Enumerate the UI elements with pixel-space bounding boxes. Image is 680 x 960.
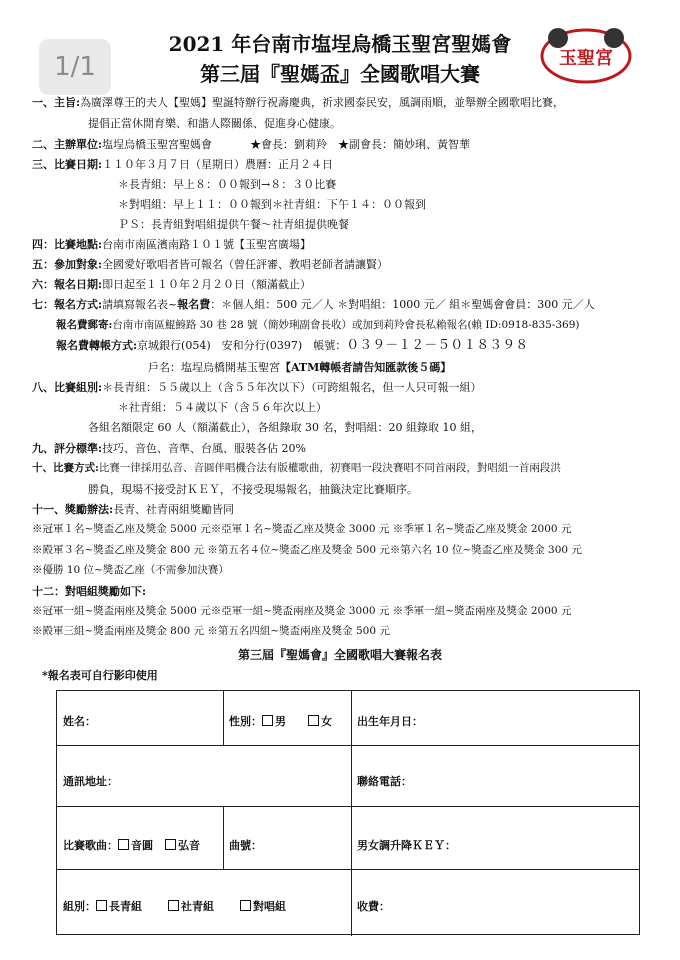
section-10 bbox=[32, 461, 561, 476]
section-7-fee-label: 報名費 bbox=[177, 298, 211, 311]
section-4-text: 台南市南區濱南路１０１號【玉聖宮廣場】 bbox=[102, 238, 312, 251]
section-11-row2: ※殿軍３名~獎盃乙座及獎金 800 元 ※第五名４位~獎盃乙座及獎金 500 元※第六名 10 位~獎盃乙座及獎金 300 元 bbox=[32, 544, 582, 556]
section-3-text4: ＰＳ：長青組對唱組提供午餐～社青組提供晚餐 bbox=[118, 218, 349, 231]
section-7-holder: 戶名：塩埕烏橋開基玉聖宮 bbox=[148, 361, 280, 374]
section-7-bank-label: 報名費轉帳方式: bbox=[56, 339, 138, 352]
section-11-text: 長青、社青兩組獎勵皆同 bbox=[113, 503, 235, 516]
address-field[interactable]: 通訊地址： bbox=[63, 775, 118, 788]
birthdate-field[interactable]: 出生年月日： bbox=[357, 715, 423, 728]
section-7-bank-text: 京城銀行(054) 安和分行(0397) 帳號： bbox=[137, 339, 347, 352]
section-7-atm-note: 【ATM轉帳者請告知匯款後５碼】 bbox=[280, 361, 452, 374]
section-12 bbox=[32, 584, 146, 599]
section-5-label: 五：參加對象: bbox=[32, 258, 103, 271]
group-1-checkbox[interactable] bbox=[96, 900, 107, 911]
section-3-text3: ＊對唱組：早上１１：００報到＊社青組：下午１４：００報到 bbox=[118, 198, 426, 211]
section-1-text: 為廣澤尊王的夫人【聖媽】聖誕特辦行祝壽慶典，祈求國泰民安，風調雨順，並舉辦全國歌唱比賽， bbox=[80, 96, 565, 109]
section-3-text: １１０年３月７日（星期日）農曆：正月２４日 bbox=[102, 158, 334, 171]
section-2-officers: ★會長：劉莉羚 ★副會長：簡妙琍、黃智華 bbox=[250, 138, 471, 151]
section-6 bbox=[32, 277, 311, 292]
section-2 bbox=[32, 137, 470, 152]
section-9-label: 九、評分標準: bbox=[32, 442, 103, 455]
section-3 bbox=[32, 157, 333, 172]
gender-label: 性別： bbox=[229, 715, 262, 728]
group-1-label: 長青組 bbox=[109, 900, 142, 913]
title-line2: 第三屆『聖媽盃』全國歌唱大賽 bbox=[200, 62, 480, 86]
female-label: 女 bbox=[321, 715, 332, 728]
group-2-checkbox[interactable] bbox=[168, 900, 179, 911]
song-field bbox=[63, 837, 200, 853]
section-1 bbox=[32, 95, 564, 110]
section-5-text: 全國愛好歌唱者皆可報名（曾任評審、教唱老師者請讓賢） bbox=[102, 258, 389, 271]
form-title: 第三屆『聖媽會』全國歌唱大賽報名表 bbox=[237, 648, 442, 662]
section-8-text: ＊長青組：５５歲以上（含５５年次以下）（可跨組報名，但一人只可報一組） bbox=[102, 381, 482, 394]
section-8 bbox=[32, 380, 482, 395]
section-6-text: 即日起至１１０年２月２０日（額滿截止） bbox=[102, 278, 312, 291]
section-12-row2: ※殿軍三組~獎盃兩座及獎金 800 元 ※第五名四組~獎盃兩座及獎金 500 元 bbox=[32, 625, 390, 637]
option-a-checkbox[interactable] bbox=[118, 839, 129, 850]
temple-logo bbox=[538, 16, 634, 88]
section-2-label: 二、主辦單位: bbox=[32, 138, 103, 151]
section-4-label: 四：比賽地點: bbox=[32, 238, 103, 251]
section-7-holder-line bbox=[148, 360, 451, 375]
section-12-label: 十二：對唱組獎勵如下: bbox=[32, 585, 147, 598]
phone-field[interactable]: 聯絡電話： bbox=[357, 775, 412, 788]
section-5 bbox=[32, 257, 388, 272]
section-7-bank bbox=[56, 338, 528, 353]
section-7-label: 七：報名方式: bbox=[32, 298, 103, 311]
option-b-checkbox[interactable] bbox=[165, 839, 176, 850]
section-4 bbox=[32, 237, 311, 252]
section-1-text2: 提倡正當休閒育樂、和諧人際關係、促進身心健康。 bbox=[88, 117, 341, 130]
section-9-text: 技巧、音色、音準、台風、服裝各佔 20% bbox=[102, 442, 307, 455]
receipt-field[interactable]: 收費： bbox=[357, 900, 390, 913]
section-2-text: 塩埕烏橋玉聖宮聖媽會 bbox=[102, 138, 213, 151]
section-8-label: 八、比賽組別: bbox=[32, 381, 103, 394]
section-7-fee-text: ：＊個人組：500 元／人 ＊對唱組：1000 元／ 組＊聖媽會會員：300 元／人 bbox=[210, 298, 595, 311]
group-2-label: 社青組 bbox=[181, 900, 214, 913]
section-1-label: 一、主旨: bbox=[32, 96, 81, 109]
group-3-checkbox[interactable] bbox=[240, 900, 251, 911]
section-7-account: ０３９－１２－５０１８３９８ bbox=[346, 338, 529, 353]
gender-field bbox=[229, 713, 332, 729]
song-label: 比賽歌曲： bbox=[63, 839, 118, 852]
group-field bbox=[63, 898, 286, 914]
section-7-send-text: 台南市南區鯤鯓路 30 巷 28 號（簡妙琍副會長收）或加到莉羚會長私賴報名(賴 ID:0918-835-369) bbox=[112, 319, 580, 331]
male-checkbox[interactable] bbox=[262, 715, 273, 726]
form-note: *報名表可自行影印使用 bbox=[42, 669, 158, 682]
section-11-row1: ※冠軍１名~獎盃乙座及獎金 5000 元※亞軍１名~獎盃乙座及獎金 3000 元 ※季軍１名~獎盃乙座及獎金 2000 元 bbox=[32, 523, 572, 535]
section-9 bbox=[32, 441, 306, 456]
name-field[interactable]: 姓名： bbox=[63, 715, 96, 728]
group-label: 組別： bbox=[63, 900, 96, 913]
section-10-text2: 勝負，現場不接受討ＫＥＹ，不接受現場報名，抽籤決定比賽順序。 bbox=[88, 483, 418, 496]
section-6-label: 六：報名日期: bbox=[32, 278, 103, 291]
section-8-text3: 各組名額限定 60 人（額滿截止），各組錄取 30 名，對唱組：20 組錄取 10 組， bbox=[88, 421, 482, 434]
female-checkbox[interactable] bbox=[308, 715, 319, 726]
section-7 bbox=[32, 297, 595, 312]
section-7-text: 請填寫報名表~ bbox=[102, 298, 178, 311]
page-indicator: 1/1 bbox=[39, 39, 111, 95]
section-8-text2: ＊社青組：５４歲以下（含５６年次以上） bbox=[118, 401, 327, 414]
section-7-send bbox=[56, 318, 580, 333]
title-line1: 2021 年台南市塩埕烏橋玉聖宮聖媽會 bbox=[168, 32, 512, 56]
registration-form bbox=[56, 690, 640, 935]
section-11-row3: ※優勝 10 位~獎盃乙座（不需參加決賽） bbox=[32, 564, 229, 576]
option-b-label: 弘音 bbox=[178, 839, 200, 852]
section-10-text: 比賽一律採用弘音、音圓伴唱機合法有版權歌曲，初賽唱一段決賽唱不同首兩段，對唱組一首兩段洪 bbox=[98, 462, 561, 474]
section-11-label: 十一、獎勵辦法: bbox=[32, 503, 114, 516]
section-3-text2: ＊長青組：早上８：００報到→８：３０比賽 bbox=[118, 178, 337, 191]
song-number-field[interactable]: 曲號： bbox=[229, 839, 262, 852]
section-11 bbox=[32, 502, 234, 517]
male-label: 男 bbox=[275, 715, 286, 728]
option-a-label: 音圓 bbox=[131, 839, 153, 852]
group-3-label: 對唱組 bbox=[253, 900, 286, 913]
section-12-row1: ※冠軍一組~獎盃兩座及獎金 5000 元※亞軍一組~獎盃兩座及獎金 3000 元 ※季軍一組~獎盃兩座及獎金 2000 元 bbox=[32, 605, 572, 617]
logo-text: 玉聖宮 bbox=[559, 48, 613, 69]
section-3-label: 三、比賽日期: bbox=[32, 158, 103, 171]
section-7-send-label: 報名費郵寄: bbox=[56, 319, 113, 331]
section-10-label: 十、比賽方式: bbox=[32, 462, 99, 474]
key-field[interactable]: 男女調升降ＫＥＹ： bbox=[357, 839, 456, 852]
